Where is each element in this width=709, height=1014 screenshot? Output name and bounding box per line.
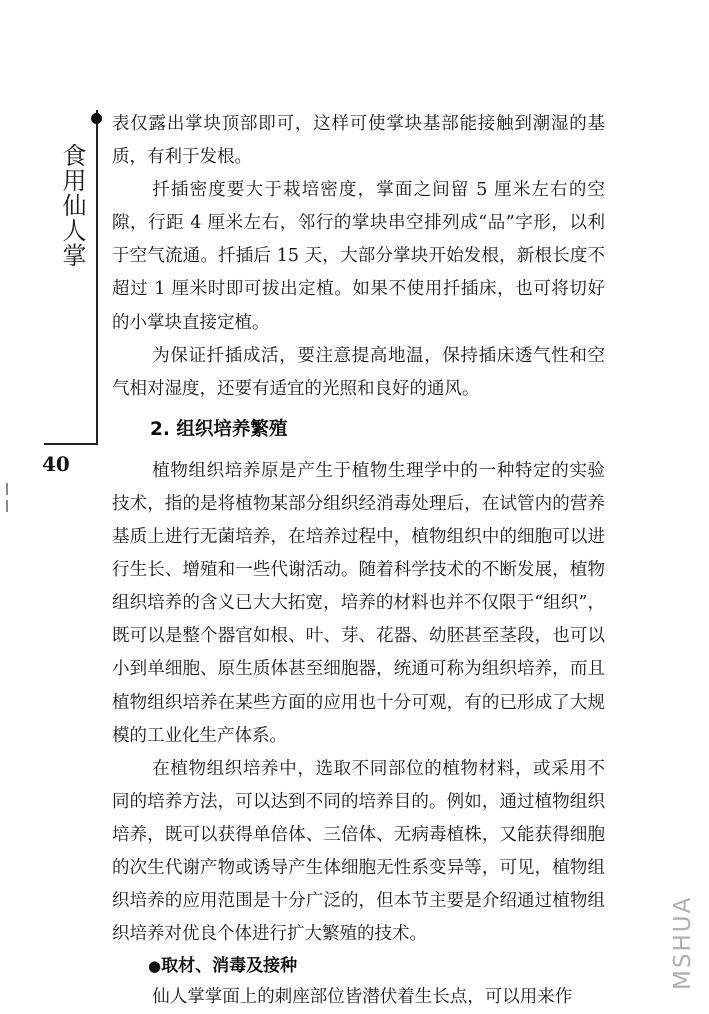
page-body bbox=[112, 108, 605, 1014]
scan-mark bbox=[6, 483, 8, 495]
bullet-heading bbox=[112, 951, 605, 981]
paragraph-tissue-culture-purpose: 在植物组织培养中，选取不同部位的植物材料，或采用不同的培养方法，可以达到不同的培养目的。例如，通过植物组织培养，既可以获得单倍体、三倍体、无病毒植株，又能获得细胞的次生代谢产物或诱导产生体细胞无性系变异等，可见，植物组织培养的应用范围是十分广泛的，但本节主要是介绍通过植物组织培养对优良个体进行扩大繁殖的技术。 bbox=[112, 758, 605, 945]
margin-bullet-dot bbox=[91, 113, 102, 124]
paragraph-continued: 表仅露出掌块顶部即可，这样可使掌块基部能接触到潮湿的基质，有利于发根。 bbox=[112, 114, 605, 168]
paragraph-cutting-survival: 为保证扦插成活，要注意提高地温，保持插床透气性和空气相对湿度，还要有适宜的光照和良好的通风。 bbox=[112, 345, 605, 399]
bullet-marker: ● bbox=[148, 957, 162, 976]
scan-mark bbox=[6, 500, 8, 512]
margin-rule bbox=[96, 110, 98, 443]
paragraph-explant-source: 仙人掌掌面上的刺座部位皆潜伏着生长点，可以用来作 bbox=[152, 987, 573, 1008]
watermark: MSHUA bbox=[670, 895, 696, 990]
running-title: 食用仙人掌 bbox=[58, 143, 86, 268]
page-number: 40 bbox=[42, 452, 70, 476]
paragraph-tissue-culture-definition: 植物组织培养原是产生于植物生理学中的一种特定的实验技术，指的是将植物某部分组织经消毒处理后，在试管内的营养基质上进行无菌培养，在培养过程中，植物组织中的细胞可以进行生长、增殖和一些代谢活动。随着科学技术的不断发展，植物组织培养的含义已大大拓宽，培养的材料也并不仅限于“组织”，既可以是整个器官如根、叶、芽、花器、幼胚甚至茎段，也可以小到单细胞、原生质体甚至细胞器，统通可称为组织培养，而且植物组织培养在某些方面的应用也十分可观，有的已形成了大规模的工业化生产体系。 bbox=[112, 460, 605, 746]
page-number-rule bbox=[44, 443, 98, 445]
bullet-heading-text: 取材、消毒及接种 bbox=[161, 956, 298, 977]
paragraph-cutting-density: 扦插密度要大于栽培密度，掌面之间留 5 厘米左右的空隙，行距 4 厘米左右，邻行的掌块串空排列成“品”字形，以利于空气流通。扦插后 15 天，大部分掌块开始发根，新根长度不超过 1 厘米时即可拔出定植。如果不使用扦插床，也可将切好的小掌块直接定植。 bbox=[112, 180, 605, 333]
section-heading: 2. 组织培养繁殖 bbox=[150, 418, 288, 440]
